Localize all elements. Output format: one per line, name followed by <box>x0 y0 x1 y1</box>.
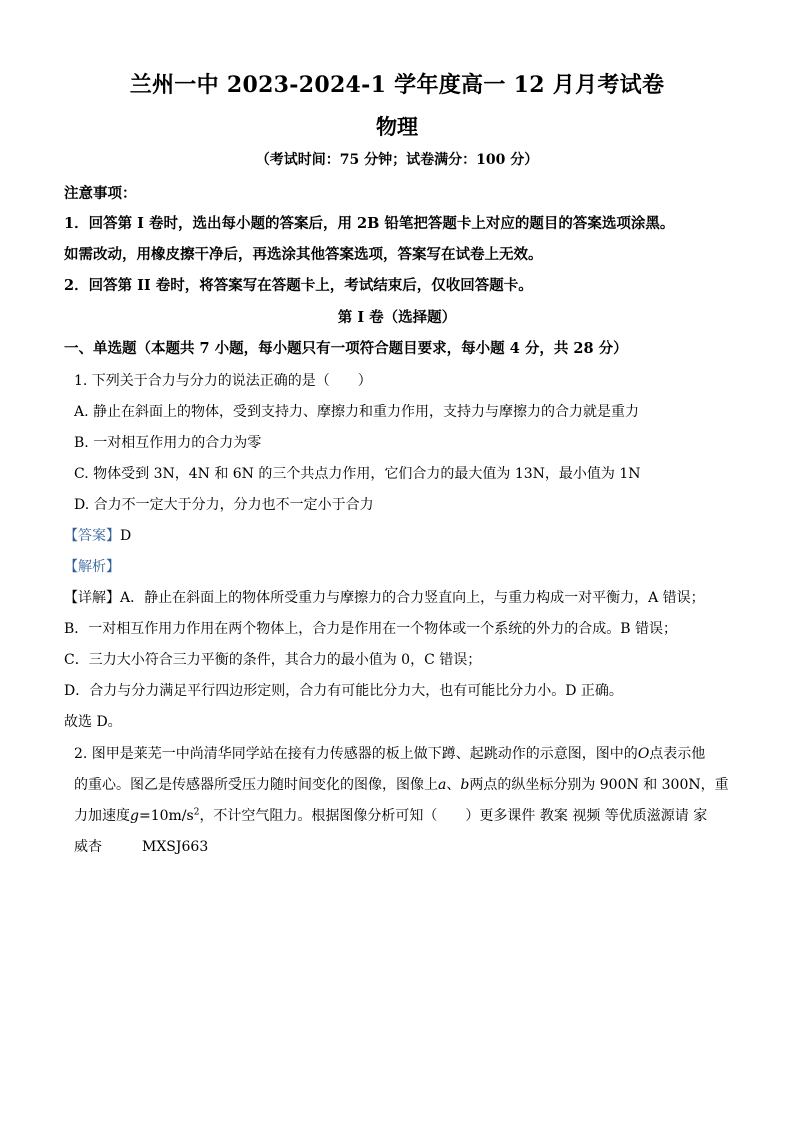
question-1-detail-b: B．一对相互作用力作用在两个物体上，合力是作用在一个物体或一个系统的外力的合成。B 错误； <box>64 621 678 637</box>
question-1-option-c: C. 物体受到 3N，4N 和 6N 的三个共点力作用，它们合力的最大值为 13N，最小值为 1N <box>74 466 641 482</box>
q2-line4-text-b: MXSJ663 <box>142 839 209 855</box>
question-1-detail-a <box>64 587 705 607</box>
q2-point-b: b <box>460 777 470 793</box>
detail-a-text: A．静止在斜面上的物体所受重力与摩擦力的合力竖直向上，与重力构成一对平衡力，A 错误； <box>120 590 705 606</box>
question-1-conclusion: 故选 D。 <box>64 714 122 730</box>
q2-line4-text-a: 威杏 <box>74 839 102 855</box>
question-1-stem: 1. 下列关于合力与分力的说法正确的是（ ） <box>74 373 372 389</box>
q2-line1-text-a: 2. 图甲是莱芜一中尚清华同学站在接有力传感器的板上做下蹲、起跳动作的示意图，图中的 <box>74 746 638 762</box>
notice-item-1-line-1: 1．回答第 I 卷时，选出每小题的答案后，用 2B 铅笔把答题卡上对应的题目的答案选项涂黑。 <box>64 215 675 232</box>
notice-heading: 注意事项： <box>64 185 137 202</box>
q2-line1-text-b: 点表示他 <box>649 746 706 762</box>
detail-label: 【详解】 <box>64 590 120 606</box>
analysis-label: 【解析】 <box>64 559 120 575</box>
question-1-answer <box>64 525 131 545</box>
q2-superscript: 2 <box>193 807 200 818</box>
question-2-line-4 <box>74 836 208 856</box>
notice-item-2: 2．回答第 II 卷时，将答案写在答题卡上，考试结束后，仅收回答题卡。 <box>64 277 533 294</box>
answer-label: 【答案】 <box>64 528 120 544</box>
question-2-line-1 <box>74 743 705 763</box>
section-title: 第 I 卷（选择题） <box>337 309 457 326</box>
question-2-line-2 <box>74 774 729 794</box>
answer-value: D <box>120 528 132 544</box>
question-1-detail-c: C．三力大小符合三力平衡的条件，其合力的最小值为 0，C 错误； <box>64 652 482 668</box>
question-1-option-a: A. 静止在斜面上的物体，受到支持力、摩擦力和重力作用，支持力与摩擦力的合力就是重力 <box>74 404 640 420</box>
q2-line3-text-c: ，不计空气阻力。根据图像分析可知（ ）更多课件 教案 视频 等优质滋源请 家 <box>199 808 708 824</box>
q2-line3-text-a: 力加速度 <box>74 808 130 824</box>
question-1-option-b: B. 一对相互作用力的合力为零 <box>74 435 262 451</box>
question-1-analysis-label <box>64 556 120 576</box>
part-title: 一、单选题（本题共 7 小题，每小题只有一项符合题目要求，每小题 4 分，共 28 分） <box>64 340 628 357</box>
question-1-option-d: D. 合力不一定大于分力，分力也不一定小于合力 <box>74 497 374 513</box>
question-1-detail-d: D．合力与分力满足平行四边形定则，合力有可能比分力大，也有可能比分力小。D 正确。 <box>64 683 623 699</box>
q2-line2-text-a: 的重心。图乙是传感器所受压力随时间变化的图像，图像上 <box>74 777 438 793</box>
subject-title: 物理 <box>376 114 418 139</box>
exam-title: 兰州一中 2023-2024-1 学年度高一 12 月月考试卷 <box>129 72 665 98</box>
q2-line2-text-b: 两点的纵坐标分别为 900N 和 300N，重 <box>469 777 729 793</box>
q2-line3-text-b: =10m/s <box>138 808 194 824</box>
exam-info: （考试时间：75 分钟；试卷满分：100 分） <box>255 152 539 168</box>
question-2-line-3 <box>74 805 707 825</box>
notice-item-1-line-2: 如需改动，用橡皮擦干净后，再选涂其他答案选项，答案写在试卷上无效。 <box>64 246 543 263</box>
q2-line2-sep: 、 <box>446 777 461 793</box>
q2-point-o: O <box>637 746 650 762</box>
q2-gravity-symbol: g <box>130 808 139 824</box>
q2-point-a: a <box>438 777 447 793</box>
